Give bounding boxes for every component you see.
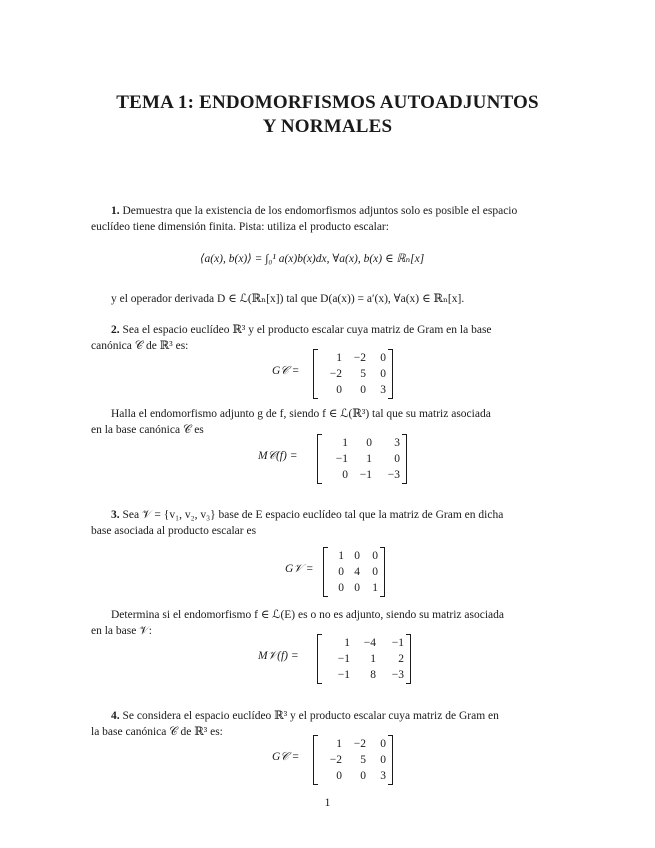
matrix-cell: −3 [387,469,400,481]
matrix-cell: −2 [329,368,342,380]
matrix-row [322,435,400,451]
exercise-3-text-1: Sea 𝒱 = {v₁, v₂, v₃} base de E espacio euclídeo tal que la matriz de Gram en dicha [122,509,504,521]
exercise-3-number: 3. [111,509,120,521]
exercise-1-operator [91,291,579,307]
exercise-3-line-2: base asociada al producto escalar es [91,525,257,537]
matrix-row [318,366,386,382]
matrix-cell: 0 [394,453,400,465]
exercise-4-number: 4. [111,710,120,722]
matrix-row [322,651,404,667]
matrix-cell: 5 [360,368,366,380]
exercise-1-intro [91,203,579,235]
exercise-3-matrix-label: M𝒱(f) = [258,650,299,662]
matrix-cell: 0 [336,770,342,782]
matrix-cell: −2 [353,738,366,750]
matrix-cell: 3 [380,384,386,396]
matrix-cell: 1 [344,637,350,649]
matrix-cell: −4 [363,637,376,649]
matrix-cell: 0 [360,384,366,396]
title-line-2: Y NORMALES [262,116,393,137]
exercise-2-matrix-label: M𝒞(f) = [258,450,298,462]
matrix-cell: −2 [353,352,366,364]
matrix-cell: 0 [342,469,348,481]
matrix-row [328,580,378,596]
exercise-2-line-3: Halla el endomorfismo adjunto g de f, siendo f ∈ ℒ(ℝ³) tal que su matriz asociada [111,408,491,420]
exercise-2-line-4: en la base canónica 𝒞 es [91,424,204,436]
matrix-cell: 1 [342,437,348,449]
matrix-cell: 0 [338,566,344,578]
exercise-4-text-1: Se considera el espacio euclídeo ℝ³ y el producto escalar cuya matriz de Gram en [122,710,499,722]
matrix-cell: 0 [336,384,342,396]
matrix-row [322,667,404,683]
matrix-cell: 0 [372,550,378,562]
matrix-cell: 0 [360,770,366,782]
matrix-cell: 1 [370,653,376,665]
matrix-row [322,451,400,467]
matrix-cell: −2 [329,754,342,766]
matrix-cell: −1 [359,469,372,481]
exercise-2-text-1: Sea el espacio euclídeo ℝ³ y el producto escalar cuya matriz de Gram en la base [122,324,492,336]
matrix-cell: −1 [335,453,348,465]
matrix-row [318,350,386,366]
exercise-4-line-1 [91,708,579,724]
exercise-2-number: 2. [111,324,120,336]
matrix-row [328,548,378,564]
exercise-1-equation: ⟨a(x), b(x)⟩ = ∫₀¹ a(x)b(x)dx, ∀a(x), b(x) ∈ ℝₙ[x] [200,253,425,265]
exercise-1-text-1: Demuestra que la existencia de los endomorfismos adjuntos solo es posible el espacio [122,205,518,217]
exercise-3-matrix [317,634,411,684]
matrix-cell: 1 [336,352,342,364]
exercise-1-line-3: y el operador derivada D ∈ ℒ(ℝₙ[x]) tal que D(a(x)) = a′(x), ∀a(x) ∈ ℝₙ[x]. [111,293,465,305]
exercise-2-gram-matrix [313,349,393,399]
exercise-1-line-2: euclídeo tiene dimensión finita. Pista: utiliza el producto escalar: [91,221,389,233]
exercise-2-gram-label: G𝒞 = [272,365,300,377]
matrix-row [322,635,404,651]
matrix-cell: 0 [380,368,386,380]
matrix-cell: −1 [337,669,350,681]
matrix-cell: 0 [372,566,378,578]
matrix-row [318,768,386,784]
matrix-cell: 0 [380,738,386,750]
matrix-cell: 0 [380,754,386,766]
page-number: 1 [324,797,331,809]
exercise-3-intro [91,507,579,539]
exercise-3-line-3: Determina si el endomorfismo f ∈ ℒ(E) es o no es adjunto, siendo su matriz asociada [111,609,504,621]
exercise-3-gram-label: G𝒱 = [285,563,314,575]
exercise-4-line-2: la base canónica 𝒞 de ℝ³ es: [91,726,223,738]
matrix-cell: 0 [338,582,344,594]
exercise-1-line-1 [91,203,579,219]
exercise-4-gram-label: G𝒞 = [272,751,300,763]
matrix-cell: 3 [380,770,386,782]
title-line-1: TEMA 1: ENDOMORFISMOS AUTOADJUNTOS [116,92,539,113]
exercise-3-line-4: en la base 𝒱: [91,625,152,637]
matrix-row [322,467,400,483]
exercise-4-gram-matrix [313,735,393,785]
exercise-2-matrix [317,434,407,484]
matrix-cell: 4 [354,566,360,578]
matrix-row [318,736,386,752]
exercise-3-gram-matrix [323,547,385,597]
exercise-1-number: 1. [111,205,120,217]
matrix-cell: 0 [354,582,360,594]
matrix-row [318,752,386,768]
matrix-cell: 1 [372,582,378,594]
matrix-cell: 8 [370,669,376,681]
matrix-cell: −1 [337,653,350,665]
matrix-cell: −3 [391,669,404,681]
matrix-cell: 1 [338,550,344,562]
matrix-cell: −1 [391,637,404,649]
matrix-cell: 5 [360,754,366,766]
matrix-cell: 0 [380,352,386,364]
matrix-cell: 0 [354,550,360,562]
exercise-2-line-2: canónica 𝒞 de ℝ³ es: [91,340,189,352]
matrix-cell: 1 [366,453,372,465]
matrix-row [318,382,386,398]
matrix-cell: 0 [366,437,372,449]
exercise-3-line-1 [91,507,579,523]
matrix-cell: 3 [394,437,400,449]
matrix-cell: 2 [398,653,404,665]
matrix-row [328,564,378,580]
matrix-cell: 1 [336,738,342,750]
exercise-2-line-1 [91,322,579,338]
